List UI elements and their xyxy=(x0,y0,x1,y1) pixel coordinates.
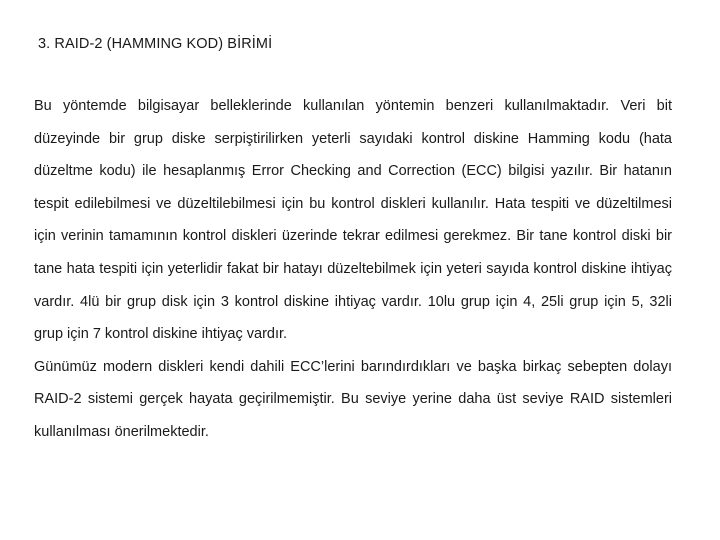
paragraph-raid2-description: Bu yöntemde bilgisayar belleklerinde kullanılan yöntemin benzeri kullanılmaktadır. Veri bit düzeyinde bir grup diske serpiştirilirken yeterli sayıdaki kontrol diskine Hamming kodu (hata düzeltme kodu) ile hesaplanmış Error Checking and Correction (ECC) bilgisi yazılır. Bir hatanın tespit edilebilmesi ve düzeltilebilmesi için bu kontrol diskleri kullanılır. Hata tespiti ve düzeltilmesi için verinin tamamının kontrol diskleri üzerinde tekrar edilmesi gerekmez. Bir tane kontrol diski bir tane hata tespiti için yeterlidir fakat bir hatayı düzeltebilmek için yeteri sayıda kontrol diskine ihtiyaç vardır. 4lü bir grup disk için 3 kontrol diskine ihtiyaç vardır. 10lu grup için 4, 25li grup için 5, 32li grup için 7 kontrol diskine ihtiyaç vardır. xyxy=(34,98,672,343)
body-text xyxy=(34,90,672,449)
section-heading: 3. RAID-2 (HAMMING KOD) BİRİMİ xyxy=(38,36,273,52)
paragraph-modern-disks: Günümüz modern diskleri kendi dahili ECC’lerini barındırdıkları ve başka birkaç sebepten dolayı RAID-2 sistemi gerçek hayata geçirilmemiştir. Bu seviye yerine daha üst seviye RAID sistemleri kullanılması önerilmektedir. xyxy=(34,358,672,440)
